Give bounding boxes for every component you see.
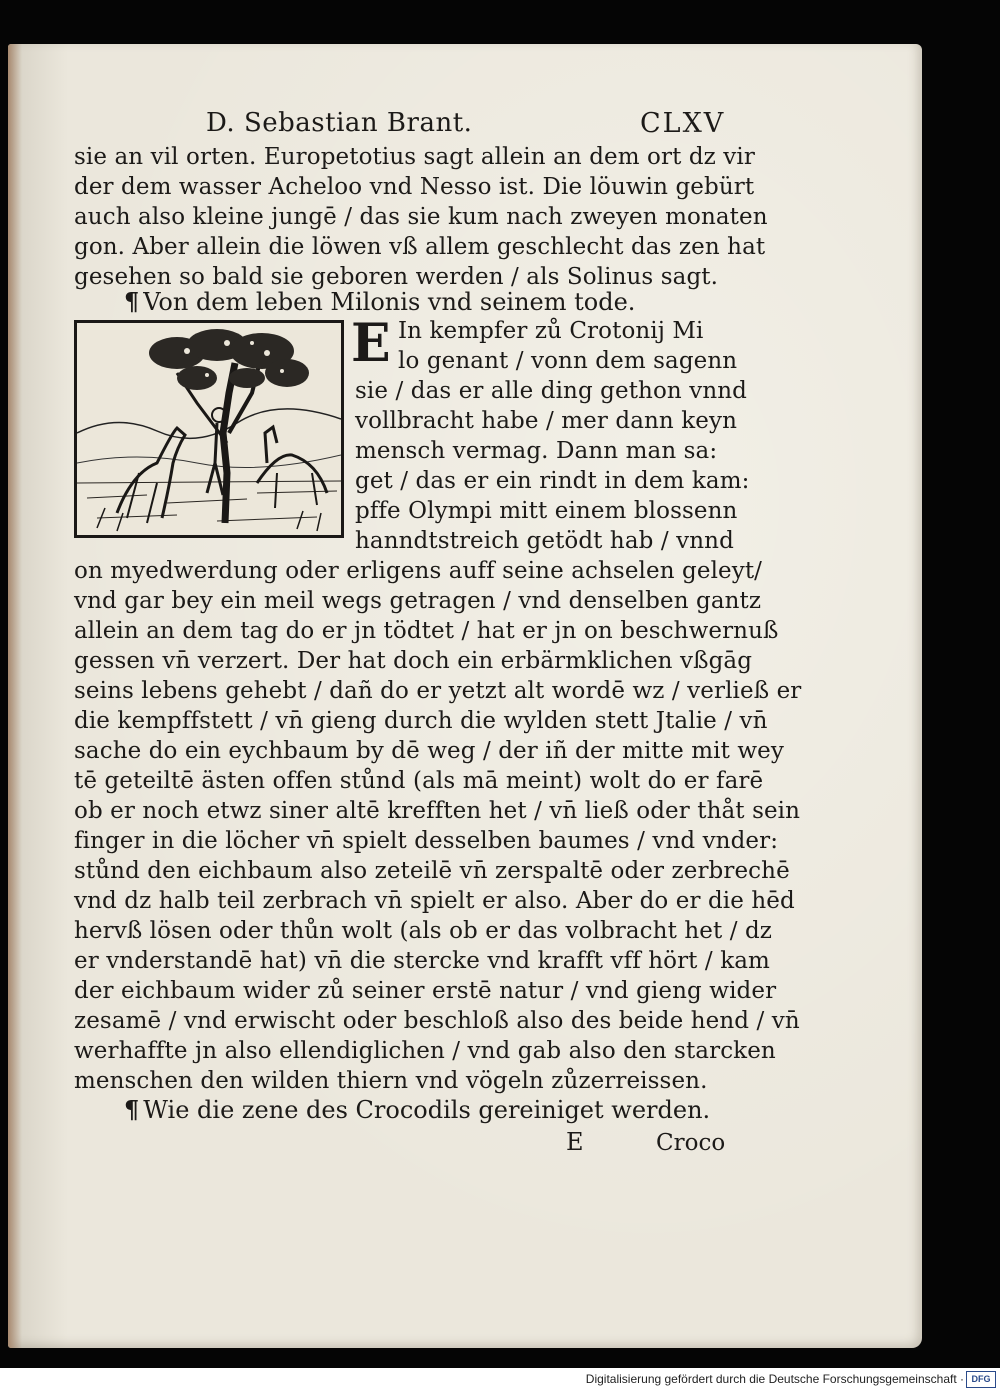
text-line: auch also kleine jungē / das sie kum nach zweyen monaten xyxy=(74,204,768,230)
text-line: allein an dem tag do er jn tödtet / hat er jn on beschwernuß xyxy=(74,618,779,644)
text-line: er vnderstandē hat) vn̄ die stercke vnd krafft vff hört / kam xyxy=(74,948,770,974)
text-line: vnd gar bey ein meil wegs getragen / vnd denselben gantz xyxy=(74,588,762,614)
initial-letter: E xyxy=(351,313,391,374)
text-line: gesehen so bald sie geboren werden / als Solinus sagt. xyxy=(74,264,719,290)
pilcrow-icon: ¶ xyxy=(124,287,140,316)
text-line: menschen den wilden thiern vnd vögeln zůzerreissen. xyxy=(74,1068,708,1094)
signature-mark: E xyxy=(566,1128,584,1156)
funding-footer xyxy=(0,1368,1000,1391)
text-line: mensch vermag. Dann man sa: xyxy=(355,438,718,464)
text-line: die kempffstett / vn̄ gieng durch die wylden stett Jtalie / vn̄ xyxy=(74,708,768,734)
funding-credit: Digitalisierung gefördert durch die Deutsche Forschungsgemeinschaft · xyxy=(585,1372,964,1386)
text-line: pffe Olympi mitt einem blossenn xyxy=(355,498,738,524)
text-line: vnd dz halb teil zerbrach vn̄ spielt er also. Aber do er die hēd xyxy=(74,888,795,914)
catchword: Croco xyxy=(656,1130,726,1156)
section-heading-text: Von dem leben Milonis vnd seinem tode. xyxy=(143,288,636,316)
text-line: gon. Aber allein die löwen vß allem geschlecht das zen hat xyxy=(74,234,766,260)
text-line: zesamē / vnd erwischt oder beschloß also des beide hend / vn̄ xyxy=(74,1008,800,1034)
pilcrow-icon: ¶ xyxy=(124,1095,140,1124)
running-header-title: D. Sebastian Brant. xyxy=(206,108,473,138)
text-line: tē geteiltē ästen offen stůnd (als mā meint) wolt do er farē xyxy=(74,768,764,794)
text-line: sie an vil orten. Europetotius sagt allein an dem ort dz vir xyxy=(74,144,755,170)
text-line: seins lebens gehebt / dañ do er yetzt alt wordē wz / verließ er xyxy=(74,678,802,704)
text-line: der dem wasser Acheloo vnd Nesso ist. Die löuwin gebürt xyxy=(74,174,755,200)
text-line: ob er noch etwz siner altē krefften het / vn̄ ließ oder thåt sein xyxy=(74,798,801,824)
text-line: vollbracht habe / mer dann keyn xyxy=(355,408,738,434)
text-line: sache do ein eychbaum by dē weg / der iñ der mitte mit wey xyxy=(74,738,784,764)
text-line: gessen vn̄ verzert. Der hat doch ein erbärmklichen vßgāg xyxy=(74,648,753,674)
section-heading-text: Wie die zene des Crocodils gereiniget werden. xyxy=(143,1096,711,1124)
woodcut-illustration xyxy=(74,320,344,538)
text-line: get / das er ein rindt in dem kam: xyxy=(355,468,750,494)
folio-number: CLXV xyxy=(640,108,726,139)
section-heading xyxy=(124,287,636,316)
text-line: werhaffte jn also ellendiglichen / vnd gab also den starcken xyxy=(74,1038,776,1064)
section-heading xyxy=(124,1095,711,1124)
page-gutter-shadow xyxy=(8,44,22,1348)
text-line: In kempfer zů Crotonij Mi xyxy=(398,318,704,344)
woodcut-image xyxy=(77,323,341,535)
text-line: hanndtstreich getödt hab / vnnd xyxy=(355,528,734,554)
dfg-logo: DFG xyxy=(966,1371,996,1388)
text-line: hervß lösen oder thůn wolt (als ob er das volbracht het / dz xyxy=(74,918,773,944)
text-line: stůnd den eichbaum also zeteilē vn̄ zerspaltē oder zerbrechē xyxy=(74,858,790,884)
text-line: sie / das er alle ding gethon vnnd xyxy=(355,378,747,404)
text-line: lo genant / vonn dem sagenn xyxy=(398,348,738,374)
text-line: finger in die löcher vn̄ spielt desselben baumes / vnd vnder: xyxy=(74,828,779,854)
text-line: on myedwerdung oder erligens auff seine achselen geleyt/ xyxy=(74,558,763,584)
text-line: der eichbaum wider zů seiner erstē natur / vnd gieng wider xyxy=(74,978,777,1004)
